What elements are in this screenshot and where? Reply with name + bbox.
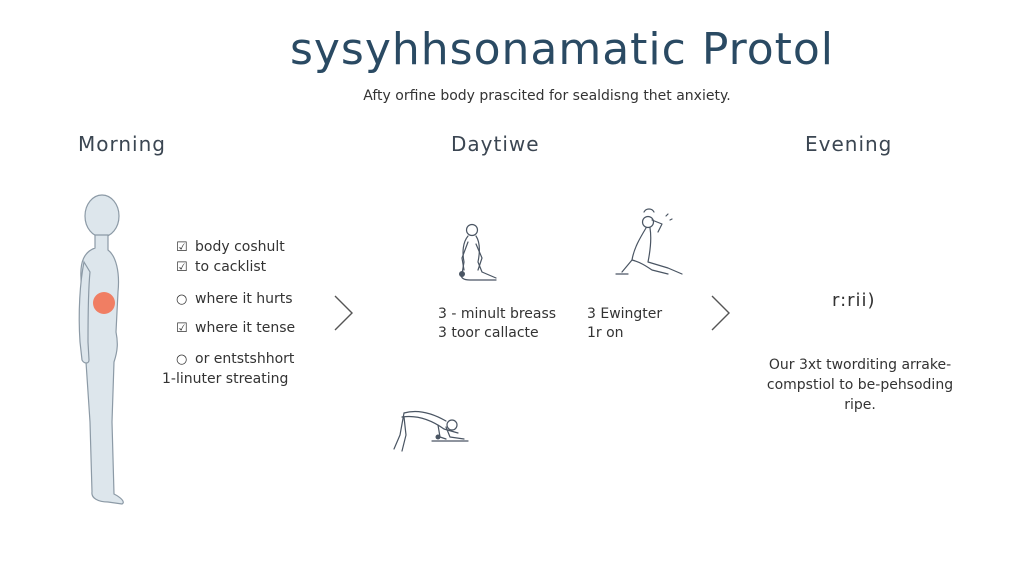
- circle-bullet-icon: ○: [176, 292, 188, 307]
- checklist-item-label: where it tense: [195, 320, 296, 336]
- chevron-right-icon: [709, 293, 733, 333]
- checklist-item-label: to cacklist: [195, 259, 267, 275]
- checklist-item-label: where it hurts: [195, 291, 293, 307]
- checkbox-checked-icon: ☑: [176, 240, 188, 255]
- evening-description: Our 3xt tworditing arrake-compstiol to be-pehsoding ripe.: [766, 357, 954, 413]
- kneeling-figure-icon: [448, 222, 508, 284]
- circle-bullet-icon: ○: [176, 352, 188, 367]
- checkbox-checked-icon: ☑: [176, 260, 188, 275]
- evening-code: r:rii): [832, 290, 876, 311]
- exercise-line: 3 toor callacte: [438, 325, 539, 341]
- column-heading-evening: Evening: [805, 132, 893, 156]
- chevron-right-icon: [332, 293, 356, 333]
- page-subtitle: Afty orfine body prascited for sealdisng thet anxiety.: [363, 88, 731, 104]
- pain-spot-marker: [93, 292, 115, 314]
- checklist-item-label: body coshult: [195, 239, 285, 255]
- checklist-item: [176, 238, 285, 257]
- page-title: sysyhhsonamatic Protol: [289, 24, 835, 75]
- column-heading-morning: Morning: [78, 132, 166, 156]
- plank-figure-icon: [388, 405, 472, 457]
- exercise-line: 1r on: [587, 325, 624, 341]
- stretching-figure-icon: [608, 208, 688, 280]
- checklist-item: [176, 258, 266, 277]
- column-heading-daytime: Daytiwe: [451, 132, 540, 156]
- checklist-item: [176, 350, 294, 369]
- checklist-item: [176, 290, 293, 309]
- checkbox-checked-icon: ☑: [176, 321, 188, 336]
- exercise-line: 3 Ewingter: [587, 306, 663, 322]
- checklist-item: [176, 319, 295, 338]
- checklist-item: [162, 370, 288, 388]
- exercise-line: 3 - minult breass: [438, 306, 557, 322]
- checklist-item-label: 1-linuter streating: [162, 371, 289, 387]
- checklist-item-label: or entstshhort: [195, 351, 295, 367]
- standing-body-figure: [60, 192, 150, 512]
